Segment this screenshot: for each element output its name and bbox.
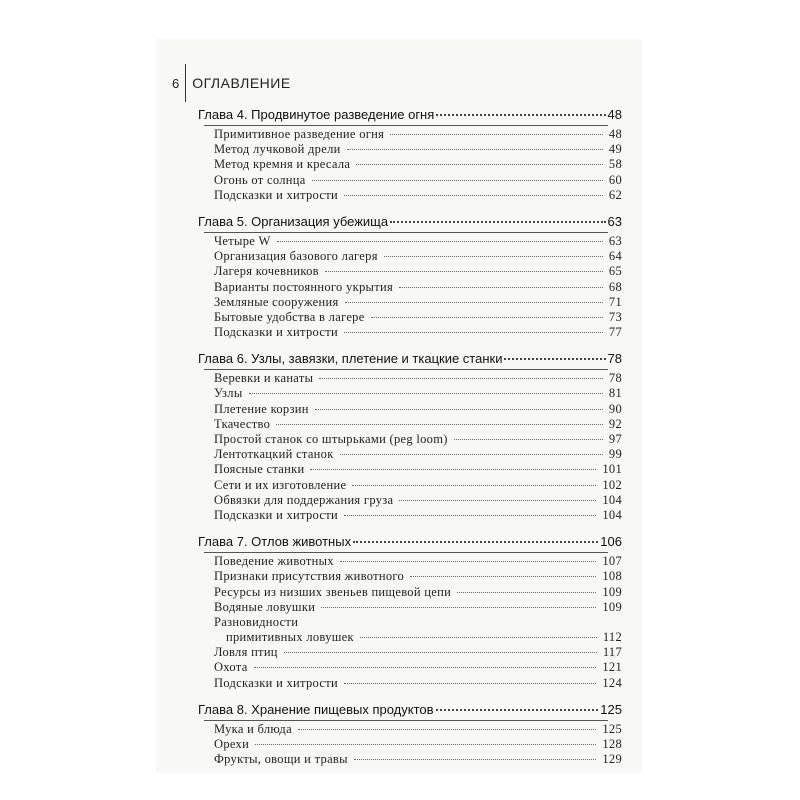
toc-entry [214,615,622,630]
toc-entry [214,752,622,767]
entry-title: Четыре W [214,233,271,248]
toc-entry [214,645,622,660]
entry-title: Подсказки и хитрости [214,675,338,690]
toc-entry [214,295,622,310]
dot-leader [354,759,597,760]
dot-leader [325,271,603,272]
entry-title: Ткачество [214,416,271,431]
toc-entry [214,264,622,279]
dot-leader [298,729,596,730]
entry-page: 77 [608,325,622,340]
chapter-heading [198,350,622,368]
dot-leader [352,485,596,486]
entry-title: Подсказки и хитрости [214,507,338,522]
entry-title: Подсказки и хитрости [214,187,338,202]
toc-entry [214,325,622,340]
chapter-page: 106 [600,534,622,550]
entry-page: 125 [602,721,622,736]
toc-entry [214,676,622,691]
toc-entry [214,478,622,493]
entry-page: 65 [608,264,622,279]
chapter-heading [198,701,622,719]
entry-title: Метод лучковой дрели [214,142,341,157]
entry-page: 104 [602,507,622,522]
toc-entry [214,386,622,401]
dot-leader [436,114,605,116]
toc-entry [214,188,622,203]
entry-title: Водяные ловушки [214,599,316,614]
dot-leader [384,256,603,257]
toc-entry [214,493,622,508]
page-number: 6 [172,64,186,102]
toc-entry [214,737,622,752]
dot-leader [310,469,596,470]
entry-page: 90 [608,401,622,416]
entry-title: Примитивное разведение огня [214,127,385,141]
dot-leader [249,393,603,394]
entry-page: 109 [602,599,622,614]
entry-page: 117 [602,645,622,660]
toc-entry [214,447,622,462]
dot-leader [347,149,603,150]
toc-entry [214,234,622,249]
dot-leader [399,287,603,288]
dot-leader [356,164,603,165]
dot-leader [254,667,597,668]
entry-title: Лентоткацкий станок [214,447,334,462]
dot-leader [321,607,596,608]
entry-page: 108 [602,569,622,584]
entry-title: Признаки присутствия животного [214,569,405,584]
toc-entry [214,157,622,172]
dot-leader [454,439,603,440]
entry-title: Метод кремня и кресала [214,157,351,172]
dot-leader [436,709,599,711]
dot-leader [315,409,603,410]
toc-entry [214,569,622,584]
chapter-heading [198,213,622,231]
toc-entry [214,173,622,188]
entry-page: 49 [608,142,622,157]
toc-chapter [198,533,622,691]
chapter-entries [198,722,622,768]
entry-page: 121 [602,660,622,675]
toc-entry [214,127,622,142]
entry-title: Мука и блюда [214,721,292,736]
chapter-divider [204,369,608,370]
toc-entry [214,432,622,447]
toc-entry [214,142,622,157]
entry-title: Охота [214,660,248,675]
entry-page: 71 [608,294,622,309]
entry-title: Ресурсы из низших звеньев пищевой цепи [214,584,452,599]
entry-page: 102 [602,477,622,492]
toc-entry [214,508,622,523]
toc-entry [214,249,622,264]
entry-page: 99 [608,447,622,462]
toc-chapter [198,106,622,203]
entry-page: 97 [608,432,622,446]
toc-entry [214,280,622,295]
entry-page: 48 [608,127,622,141]
dot-leader [399,500,596,501]
entry-title: Бытовые удобства в лагере [214,309,365,324]
dot-leader [344,515,596,516]
entry-page: 63 [608,233,622,248]
entry-page: 58 [608,157,622,172]
entry-title: примитивных ловушек [226,630,354,645]
toc-chapter [198,701,622,768]
entry-page: 92 [608,416,622,431]
chapter-title: Глава 4. Продвинутое разведение огня [198,107,435,122]
chapter-title: Глава 5. Организация убежища [198,213,389,229]
dot-leader [345,302,603,303]
entry-title: Обвязки для поддержания груза [214,492,394,507]
toc-entry [214,660,622,675]
entry-page: 81 [608,386,622,401]
dot-leader [277,241,603,242]
dot-leader [390,221,605,223]
dot-leader [344,683,596,684]
entry-title: Сети и их изготовление [214,477,347,492]
dot-leader [276,424,603,425]
toc-chapter [198,213,622,340]
entry-title: Простой станок со штырьками (peg loom) [214,432,448,446]
entry-page: 68 [608,279,622,294]
chapter-entries [198,234,622,340]
entry-title: Плетение корзин [214,401,309,416]
chapter-divider [204,125,608,126]
chapter-divider [204,720,608,721]
toc-entry [214,554,622,569]
entry-title: Лагеря кочевников [214,264,319,279]
entry-page: 101 [602,462,622,477]
dot-leader [284,652,597,653]
entry-title: Узлы [214,386,243,401]
chapter-title: Глава 8. Хранение пищевых продуктов [198,701,434,717]
dot-leader [312,180,603,181]
chapter-page: 78 [607,351,622,367]
table-of-contents [198,106,622,777]
entry-page: 64 [608,249,622,264]
entry-title: Фрукты, овощи и травы [214,752,348,767]
chapter-entries [198,127,622,203]
dot-leader [353,541,598,543]
entry-title: Поясные станки [214,462,305,477]
entry-page: 124 [602,675,622,690]
page-title: ОГЛАВЛЕНИЕ [192,75,291,91]
entry-page: 112 [602,630,622,645]
entry-title: Орехи [214,737,250,751]
dot-leader [504,358,605,360]
chapter-heading [198,533,622,551]
entry-page: 62 [608,187,622,202]
entry-page: 104 [602,492,622,507]
dot-leader [457,592,596,593]
entry-title: Поведение животных [214,554,334,569]
dot-leader [410,576,596,577]
entry-title: Огонь от солнца [214,172,306,187]
toc-chapter [198,350,622,523]
dot-leader [344,195,603,196]
toc-entry [214,585,622,600]
dot-leader [255,744,596,745]
toc-entry [214,462,622,477]
toc-entry [214,371,622,386]
chapter-title: Глава 7. Отлов животных [198,534,352,550]
dot-leader [371,317,603,318]
entry-title: Ловля птиц [214,645,278,660]
toc-entry [214,402,622,417]
running-head [172,64,291,102]
dot-leader [340,454,603,455]
chapter-divider [204,232,608,233]
chapter-entries [198,371,622,523]
toc-entry [214,600,622,615]
entry-title: Организация базового лагеря [214,249,378,264]
dot-leader [340,561,596,562]
dot-leader [390,134,603,135]
chapter-page: 48 [607,107,622,122]
entry-page: 107 [602,554,622,569]
chapter-title: Глава 6. Узлы, завязки, плетение и ткацкие станки [198,351,503,367]
entry-page: 128 [602,737,622,751]
toc-entry [214,310,622,325]
entry-title: Варианты постоянного укрытия [214,279,393,294]
chapter-entries [198,554,622,691]
toc-entry [214,630,622,645]
entry-page: 73 [608,309,622,324]
chapter-heading [198,106,622,124]
entry-page: 78 [608,371,622,386]
entry-title: Разновидности [214,614,299,629]
entry-page: 60 [608,172,622,187]
entry-page: 129 [602,752,622,767]
chapter-divider [204,552,608,553]
entry-title: Подсказки и хитрости [214,325,338,340]
chapter-page: 63 [607,213,622,229]
entry-title: Земляные сооружения [214,294,339,309]
toc-entry [214,417,622,432]
toc-entry [214,722,622,737]
dot-leader [344,332,603,333]
dot-leader [319,378,603,379]
dot-leader [360,637,597,638]
entry-page: 109 [602,584,622,599]
entry-title: Веревки и канаты [214,371,314,386]
chapter-page: 125 [600,701,622,717]
